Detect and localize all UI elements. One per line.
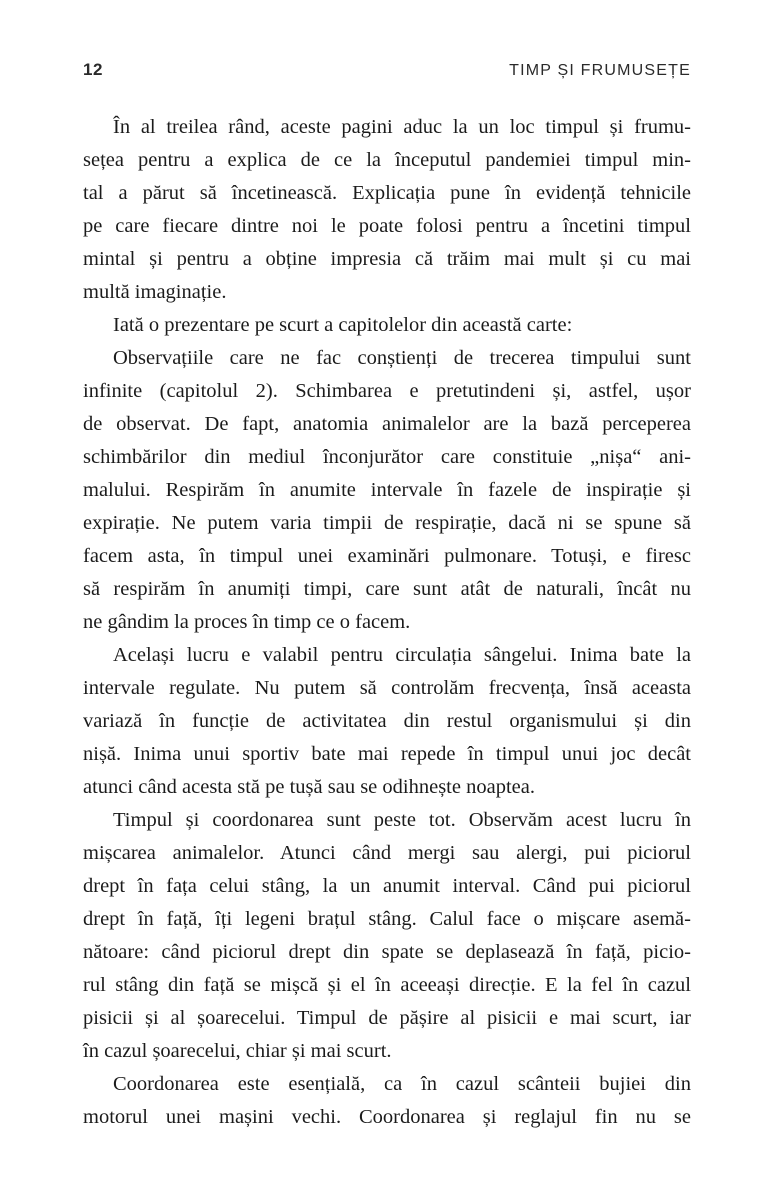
text-line: pe care fiecare dintre noi le poate folosi pentru a încetini timpul [83, 215, 691, 237]
text-line: În al treilea rând, aceste pagini aduc la un loc timpul și frumu- [113, 116, 691, 138]
text-line: Coordonarea este esențială, ca în cazul scânteii bujiei din [113, 1073, 691, 1095]
text-line: nișă. Inima unui sportiv bate mai repede în timpul unui joc decât [83, 743, 691, 765]
text-line: Observațiile care ne fac conștienți de trecerea timpului sunt [113, 347, 691, 369]
text-line: facem asta, în timpul unei examinări pulmonare. Totuși, e firesc [83, 545, 691, 567]
text-line: sețea pentru a explica de ce la începutul pandemiei timpul min- [83, 149, 691, 171]
text-line: ne gândim la proces în timp ce o facem. [83, 611, 411, 633]
text-line: drept în fața celui stâng, la un anumit interval. Când pui piciorul [83, 875, 691, 897]
text-line: expirație. Ne putem varia timpii de respirație, dacă ni se spune să [83, 512, 691, 534]
text-line: malului. Respirăm în anumite intervale în fazele de inspirație și [83, 479, 691, 501]
text-line: variază în funcție de activitatea din restul organismului și din [83, 710, 691, 732]
text-line: să respirăm în anumiți timpi, care sunt atât de naturali, încât nu [83, 578, 691, 600]
text-line: mintal și pentru a obține impresia că trăim mai mult și cu mai [83, 248, 691, 270]
text-line: mișcarea animalelor. Atunci când mergi sau alergi, pui piciorul [83, 842, 691, 864]
text-line: tal a părut să încetinească. Explicația pune în evidență tehnicile [83, 182, 691, 204]
text-line: Același lucru e valabil pentru circulația sângelui. Inima bate la [113, 644, 691, 666]
text-line: de observat. De fapt, anatomia animalelor are la bază perceperea [83, 413, 691, 435]
text-line: rul stâng din față se mișcă și el în aceeași direcție. E la fel în cazul [83, 974, 691, 996]
text-line: atunci când acesta stă pe tușă sau se odihnește noaptea. [83, 776, 535, 798]
text-line: intervale regulate. Nu putem să controlăm frecvența, însă aceasta [83, 677, 691, 699]
page-number: 12 [83, 60, 103, 79]
text-line: Iată o prezentare pe scurt a capitolelor din această carte: [113, 314, 573, 336]
page-body [83, 111, 691, 1134]
text-line: infinite (capitolul 2). Schimbarea e pretutindeni și, astfel, ușor [83, 380, 691, 402]
page-header [83, 60, 691, 80]
running-head: TIMP ȘI FRUMUSEȚE [509, 62, 691, 79]
text-line: motorul unei mașini vechi. Coordonarea și reglajul fin nu se [83, 1106, 691, 1128]
text-line: pisicii și al șoarecelui. Timpul de pășire al pisicii e mai scurt, iar [83, 1007, 691, 1029]
text-line: Timpul și coordonarea sunt peste tot. Observăm acest lucru în [113, 809, 691, 831]
text-line: multă imaginație. [83, 281, 227, 303]
text-line: nătoare: când piciorul drept din spate se deplasează în față, picio- [83, 941, 691, 963]
text-line: schimbărilor din mediul înconjurător care constituie „nișa“ ani- [83, 446, 691, 468]
text-line: drept în față, îți legeni brațul stâng. Calul face o mișcare asemă- [83, 908, 691, 930]
text-line: în cazul șoarecelui, chiar și mai scurt. [83, 1040, 392, 1062]
